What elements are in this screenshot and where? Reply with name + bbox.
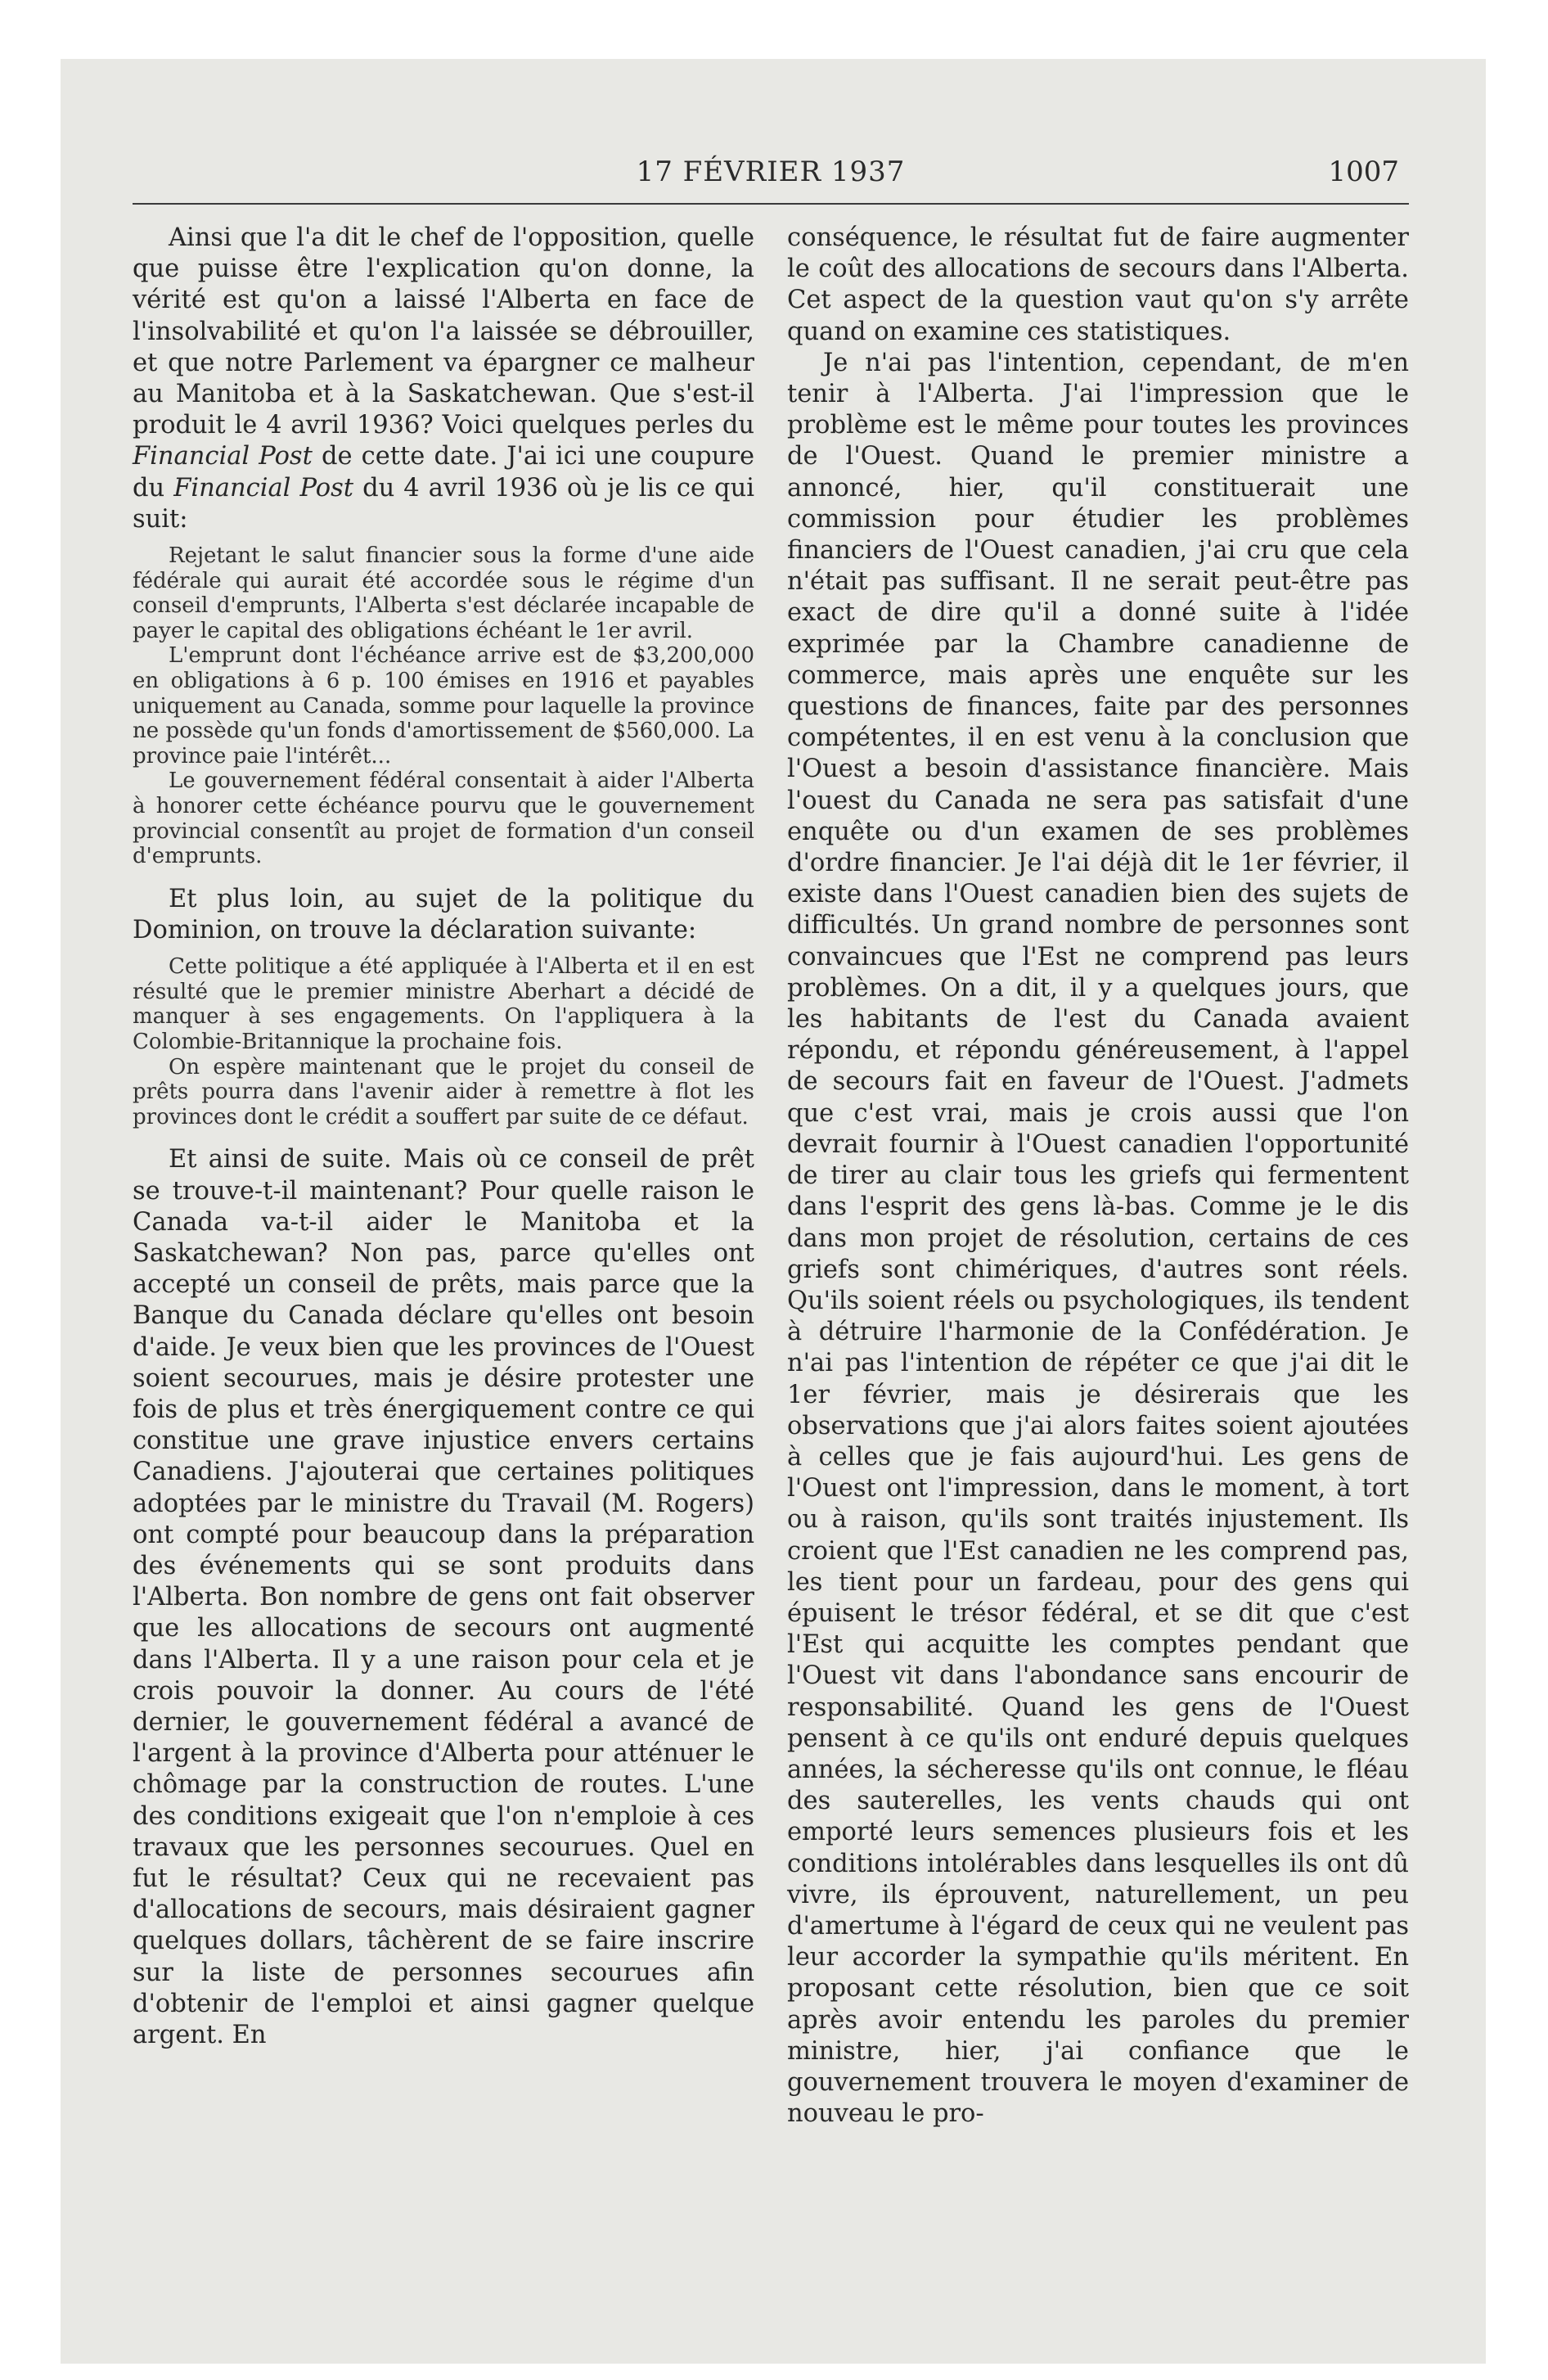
page-date-title: 17 FÉVRIER 1937 (636, 156, 906, 188)
left-column (133, 223, 754, 2051)
paragraph: Ainsi que l'a dit le chef de l'opposition, quelle que puisse être l'explication qu'on donne, la vérité est qu'on a laissé l'Alberta en face de l'insolvabilité et qu'on l'a laissée se débrouiller, et que notre Parlement va épargner ce malheur au Manitoba et à la Saskatchewan. Que s'est-il produit le 4 avril 1936? Voici quelques perles du Financial Post de cette date. J'ai ici une coupure du Financial Post du 4 avril 1936 où je lis ce qui suit: (133, 223, 754, 534)
quoted-paragraph: L'emprunt dont l'échéance arrive est de $3,200,000 en obligations à 6 p. 100 émises en 1916 et payables uniquement au Canada, somme pour laquelle la province ne possède qu'un fonds d'amortissement de $560,000. La province paie l'intérêt... (133, 643, 754, 769)
header-rule (133, 203, 1409, 205)
paragraph: conséquence, le résultat fut de faire augmenter le coût des allocations de secours dans l'Alberta. Cet aspect de la question vaut qu'on s'y arrête quand on examine ces statistiques. (787, 223, 1409, 346)
quoted-paragraph: On espère maintenant que le projet du conseil de prêts pourra dans l'avenir aider à remettre à flot les provinces dont le crédit a souffert par suite de ce défaut. (133, 1054, 754, 1129)
page-number: 1007 (1328, 156, 1399, 188)
publication-name: Financial Post (133, 442, 313, 471)
paragraph: Et plus loin, au sujet de la politique du Dominion, on trouve la déclaration suivante: (133, 884, 754, 944)
quoted-paragraph: Le gouvernement fédéral consentait à aider l'Alberta à honorer cette échéance pourvu que le gouvernement provincial consentît au projet de formation d'un conseil d'emprunts. (133, 769, 754, 869)
paragraph: Je n'ai pas l'intention, cependant, de m'en tenir à l'Alberta. J'ai l'impression que le problème est le même pour toutes les provinces de l'Ouest. Quand le premier ministre a annoncé, hier, qu'il constituerait une commission pour étudier les problèmes financiers de l'Ouest canadien, j'ai cru que cela n'était pas suffisant. Il ne serait peut-être pas exact de dire qu'il a donné suite à l'idée exprimée par la Chambre canadienne de commerce, mais après une enquête sur les questions de finances, faite par des personnes compétentes, il en est venu à la conclusion que l'Ouest a besoin d'assistance financière. Mais l'ouest du Canada ne sera pas satisfait d'une enquête ou d'un examen de ses problèmes d'ordre financier. Je l'ai déjà dit le 1er février, il existe dans l'Ouest canadien bien des sujets de difficultés. Un grand nombre de personnes sont convaincues que l'Est ne comprend pas leurs problèmes. On a dit, il y a quelques jours, que les habitants de l'est du Canada avaient répondu, et répondu généreusement, à l'appel de secours fait en faveur de l'Ouest. J'admets que c'est vrai, mais je crois aussi que l'on devrait fournir à l'Ouest canadien l'opportunité de tirer au clair tous les griefs qui fermentent dans l'esprit des gens là-bas. Comme je le dis dans mon projet de résolution, certains de ces griefs sont chimériques, d'autres sont réels. Qu'ils soient réels ou psychologiques, ils tendent à détruire l'harmonie de la Confédération. Je n'ai pas l'intention de répéter ce que j'ai dit le 1er février, mais je désirerais que les observations que j'ai alors faites soient ajoutées à celles que je fais aujourd'hui. Les gens de l'Ouest ont l'impression, dans le moment, à tort ou à raison, qu'ils sont traités injustement. Ils croient que l'Est canadien ne les comprend pas, les tient pour un fardeau, pour des gens qui épuisent le trésor fédéral, et se dit que c'est l'Est qui acquitte les comptes pendant que l'Ouest vit dans l'abondance sans encourir de responsabilité. Quand les gens de l'Ouest pensent à ce qu'ils ont enduré depuis quelques années, la sécheresse qu'ils ont connue, le fléau des sauterelles, les vents chauds qui ont emporté leurs semences plusieurs fois et les conditions intolérables dans lesquelles ils ont dû vivre, ils éprouvent, naturellement, un peu d'amertume à l'égard de ceux qui ne veulent pas leur accorder la sympathie qu'ils méritent. En proposant cette résolution, bien que ce soit après avoir entendu les paroles du premier ministre, hier, j'ai confiance que le gouvernement trouvera le moyen d'examiner de nouveau le pro- (787, 348, 1409, 2129)
quoted-paragraph: Rejetant le salut financier sous la forme d'une aide fédérale qui aurait été accordée sous le régime d'un conseil d'emprunts, l'Alberta s'est déclarée incapable de payer le capital des obligations échéant le 1er avril. (133, 543, 754, 643)
paragraph: Et ainsi de suite. Mais où ce conseil de prêt se trouve-t-il maintenant? Pour quelle raison le Canada va-t-il aider le Manitoba et la Saskatchewan? Non pas, parce qu'elles ont accepté un conseil de prêts, mais parce que la Banque du Canada déclare qu'elles ont besoin d'aide. Je veux bien que les provinces de l'Ouest soient secourues, mais je désire protester une fois de plus et très énergiquement contre ce qui constitue une grave injustice envers certains Canadiens. J'ajouterai que certaines politiques adoptées par le ministre du Travail (M. Rogers) ont compté pour beaucoup dans la préparation des événements qui se sont produits dans l'Alberta. Bon nombre de gens ont fait observer que les allocations de secours ont augmenté dans l'Alberta. Il y a une raison pour cela et je crois pouvoir la donner. Au cours de l'été dernier, le gouvernement fédéral a avancé de l'argent à la province d'Alberta pour atténuer le chômage par la construction de routes. L'une des conditions exigeait que l'on n'emploie à ces travaux que les personnes secourues. Quel en fut le résultat? Ceux qui ne recevaient pas d'allocations de secours, mais désiraient gagner quelques dollars, tâchèrent de se faire inscrire sur la liste de personnes secourues afin d'obtenir de l'emploi et ainsi gagner quelque argent. En (133, 1145, 754, 2049)
page-header (133, 156, 1409, 196)
quoted-paragraph: Cette politique a été appliquée à l'Alberta et il en est résulté que le premier ministre Aberhart a décidé de manquer à ses engagements. On l'appliquera à la Colombie-Britannique la prochaine fois. (133, 954, 754, 1054)
right-column (787, 223, 1409, 2130)
publication-name: Financial Post (173, 473, 354, 503)
